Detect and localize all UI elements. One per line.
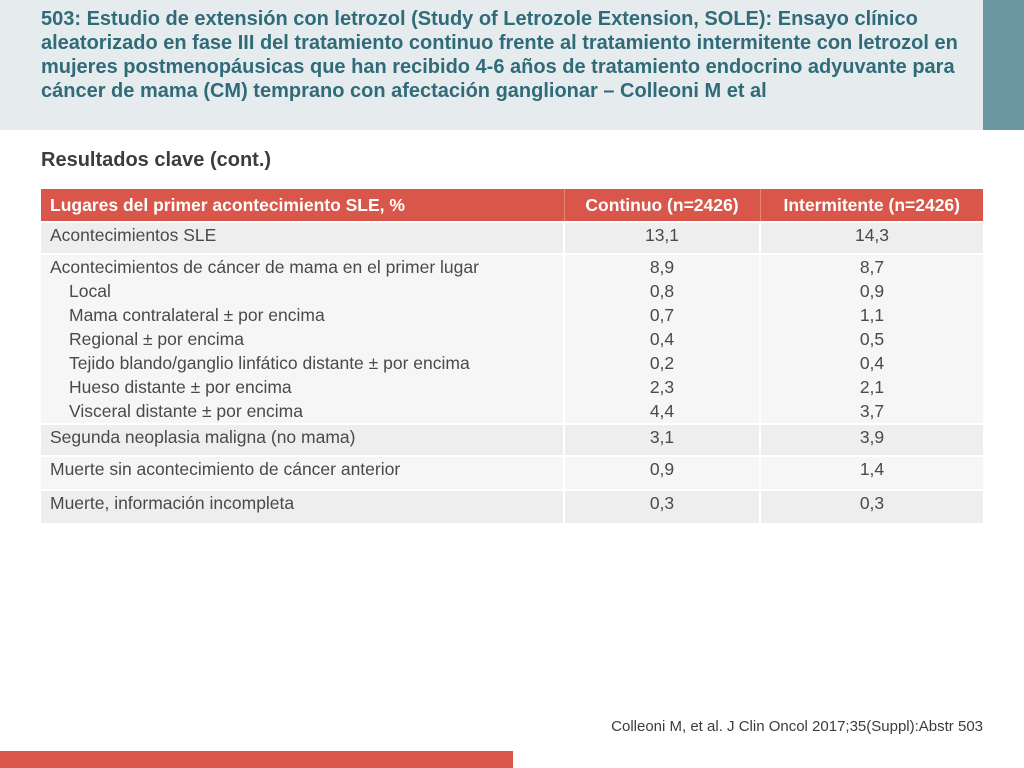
value-continuo: 0,7 xyxy=(649,305,675,325)
value-intermitente: 1,4 xyxy=(760,456,983,490)
sub-label-soft-tissue: Tejido blando/ganglio linfático distante ± por encima xyxy=(69,353,470,373)
value-continuo: 0,8 xyxy=(649,281,675,301)
value-intermitente: 1,1 xyxy=(859,305,885,325)
value-intermitente: 0,9 xyxy=(859,281,885,301)
group-values-intermitente xyxy=(760,254,983,424)
value-continuo: 8,9 xyxy=(649,257,675,277)
value-continuo: 0,3 xyxy=(564,490,760,523)
table-row-sle-events xyxy=(41,222,983,254)
row-label: Acontecimientos de cáncer de mama en el primer lugar xyxy=(50,257,479,277)
value-continuo: 3,1 xyxy=(564,424,760,456)
header-accent-block xyxy=(983,0,1024,130)
header-continuo: Continuo (n=2426) xyxy=(564,189,760,222)
value-intermitente: 8,7 xyxy=(859,257,885,277)
header-event-sites: Lugares del primer acontecimiento SLE, % xyxy=(41,189,564,222)
value-continuo: 0,4 xyxy=(649,329,675,349)
value-continuo: 13,1 xyxy=(564,222,760,254)
value-intermitente: 0,4 xyxy=(859,353,885,373)
value-continuo: 4,4 xyxy=(649,401,675,421)
table-row-breast-cancer-events xyxy=(41,254,983,424)
row-label: Muerte, información incompleta xyxy=(41,490,564,523)
row-label: Acontecimientos SLE xyxy=(41,222,564,254)
value-intermitente: 3,7 xyxy=(859,401,885,421)
sub-label-bone: Hueso distante ± por encima xyxy=(69,377,292,397)
table-row-second-malignancy xyxy=(41,424,983,456)
table-row-death-no-cancer xyxy=(41,456,983,490)
slide-title: 503: Estudio de extensión con letrozol (Study of Letrozole Extension, SOLE): Ensayo clínico aleatorizado en fase III del tratamiento continuo frente al tratamiento intermitente con letrozol en mujeres postmenopáusicas que han recibido 4-6 años de tratamiento endocrino adyuvante para cáncer de mama (CM) temprano con afectación ganglionar – Colleoni M et al xyxy=(41,8,958,102)
header-intermitente: Intermitente (n=2426) xyxy=(760,189,983,222)
sub-label-local: Local xyxy=(69,281,111,301)
value-intermitente: 14,3 xyxy=(760,222,983,254)
section-subtitle: Resultados clave (cont.) xyxy=(41,149,272,171)
citation: Colleoni M, et al. J Clin Oncol 2017;35(Suppl):Abstr 503 xyxy=(611,718,983,735)
sub-label-regional: Regional ± por encima xyxy=(69,329,244,349)
group-values-continuo xyxy=(564,254,760,424)
group-labels xyxy=(41,254,564,424)
footer-accent-bar xyxy=(0,751,513,768)
value-continuo: 0,9 xyxy=(564,456,760,490)
sub-label-contralateral: Mama contralateral ± por encima xyxy=(69,305,325,325)
results-table xyxy=(41,189,983,523)
value-intermitente: 2,1 xyxy=(859,377,885,397)
table-row-death-incomplete xyxy=(41,490,983,523)
row-label: Muerte sin acontecimiento de cáncer anterior xyxy=(41,456,564,490)
table-header-row xyxy=(41,189,983,222)
value-intermitente: 3,9 xyxy=(760,424,983,456)
value-continuo: 0,2 xyxy=(649,353,675,373)
row-label: Segunda neoplasia maligna (no mama) xyxy=(41,424,564,456)
value-continuo: 2,3 xyxy=(649,377,675,397)
value-intermitente: 0,5 xyxy=(859,329,885,349)
sub-label-visceral: Visceral distante ± por encima xyxy=(69,401,303,421)
value-intermitente: 0,3 xyxy=(760,490,983,523)
